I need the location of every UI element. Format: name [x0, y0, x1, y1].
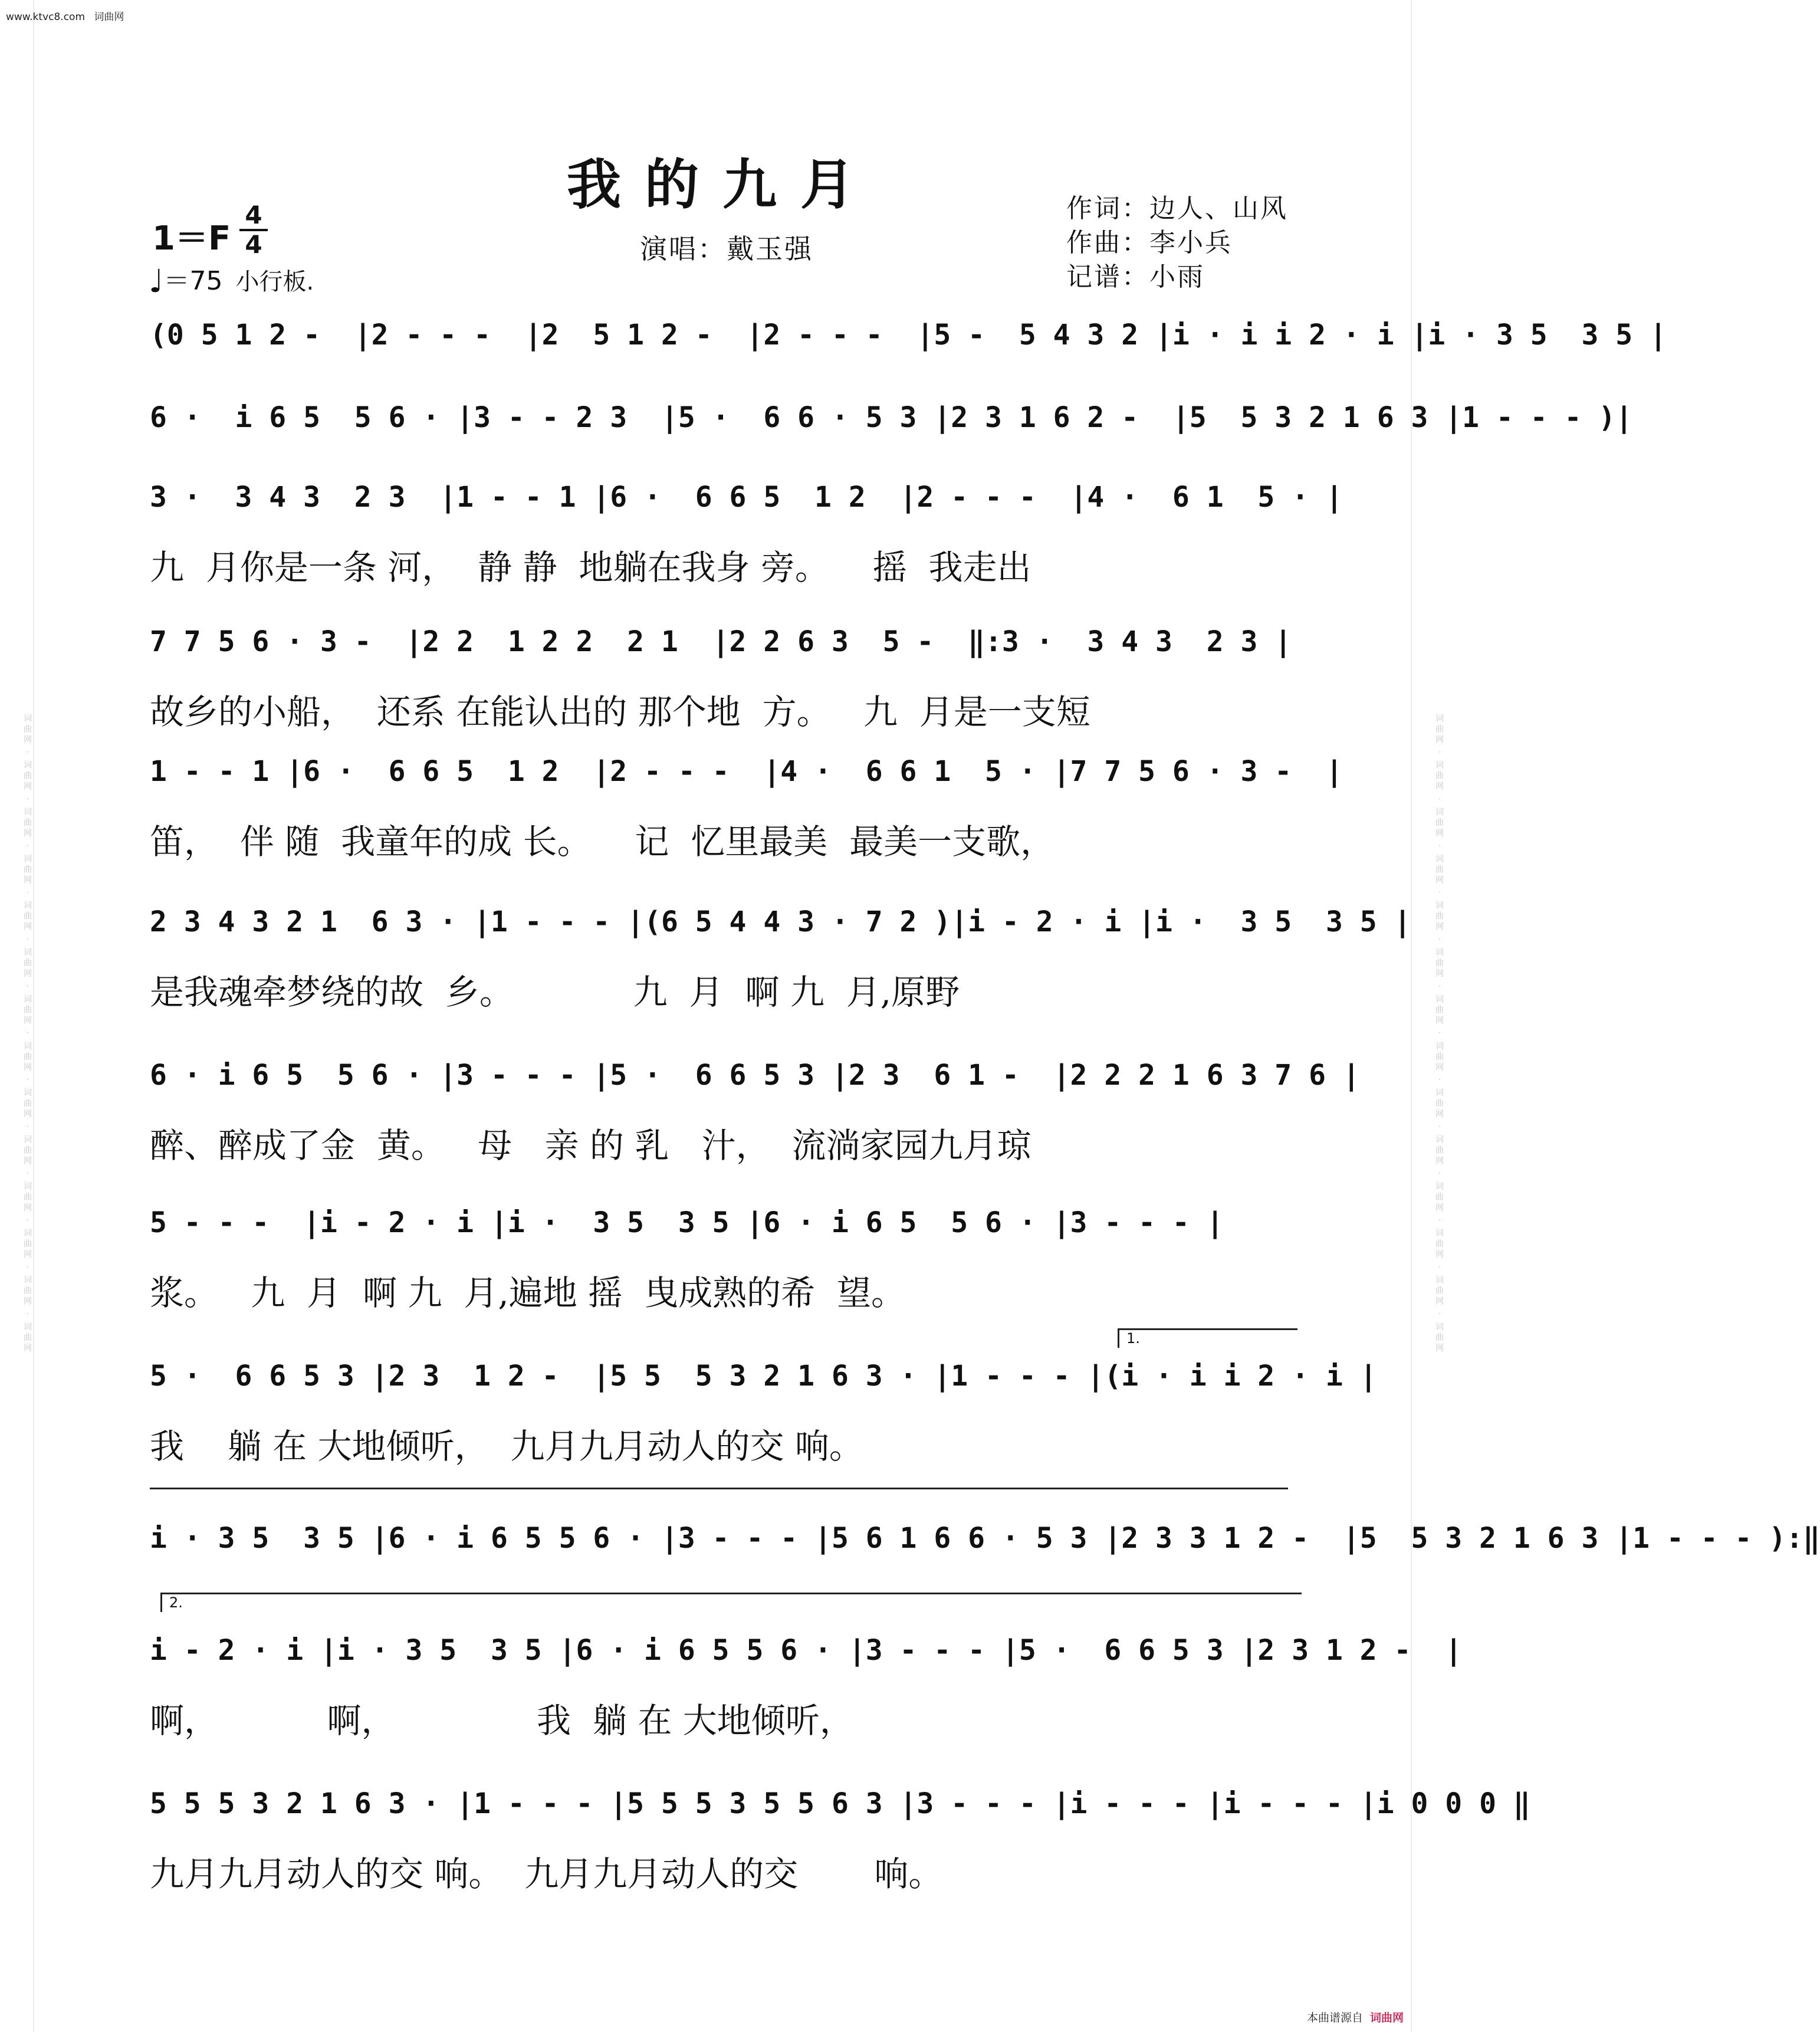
tempo-bpm: ＝75 — [163, 266, 223, 296]
score-line — [150, 755, 1343, 864]
song-title: 我的九月 — [566, 153, 878, 216]
composer: 作曲：李小兵 — [1066, 228, 1233, 258]
footer — [1307, 2009, 1404, 2025]
key-signature: 1＝F — [152, 219, 231, 258]
score-line — [150, 1360, 1377, 1468]
transcriber: 记谱：小雨 — [1066, 262, 1205, 292]
volta-first-ending: 1. — [1118, 1328, 1297, 1348]
score-line — [150, 1206, 1297, 1315]
volta-second-ending: 2. — [160, 1593, 1302, 1612]
lyric-line: 浆。 九 月 啊 九 月,遍地 摇 曳成熟的希 望。 — [150, 1273, 905, 1313]
tempo-term: 小行板. — [235, 268, 314, 296]
right-margin-strip: 词曲网 · 词曲网 · 词曲网 · 词曲网 · 词曲网 · 词曲网 · 词曲网 · 词曲网 · 词曲网 · 词曲网 · 词曲网 · 词曲网 · 词曲网 · 词曲网 — [1411, 0, 1445, 2032]
notation: 2 3 4 3 2 1 6 3 · |1 - - - |(6 5 4 4 3 · 7 2 )|i - 2 · i |i · 3 5 3 5 | — [150, 905, 1411, 938]
footer-source-text: 本曲谱源自 — [1306, 2011, 1363, 2024]
lyric-line: 九月九月动人的交 响。 九月九月动人的交 响。 — [150, 1854, 943, 1894]
notation: 6 · i 6 5 5 6 · |3 - - 2 3 |5 · 6 6 · 5 3 |2 3 1 6 2 - |5 5 3 2 1 6 3 |1 - - - )| — [150, 401, 1633, 434]
score-line — [150, 1787, 1530, 1896]
lyric-line: 醉、醉成了金 黄。 母 亲 的 乳 汁， 流淌家园九月琼 — [150, 1125, 1031, 1166]
notation: 1 - - 1 |6 · 6 6 5 1 2 |2 - - - |4 · 6 6 1 5 · |7 7 5 6 · 3 - | — [150, 755, 1343, 788]
lyric-line: 啊， 啊， 我 躺 在 大地倾听， — [150, 1701, 854, 1741]
lyric-line: 是我魂牵梦绕的故 乡。 九 月 啊 九 月,原野 — [150, 972, 960, 1012]
time-signature-top: 4 — [245, 201, 262, 229]
lyric-line: 故乡的小船， 还系 在能认出的 那个地 方。 九 月是一支短 — [150, 692, 1090, 732]
credits — [1066, 192, 1288, 294]
site-url[interactable]: www.ktvc8.com — [6, 11, 85, 23]
notation: 6 · i 6 5 5 6 · |3 - - - |5 · 6 6 5 3 |2 3 6 1 - |2 2 2 1 6 3 7 6 | — [150, 1059, 1360, 1092]
time-signature-bottom: 4 — [245, 230, 262, 259]
score-line — [150, 481, 1343, 589]
left-margin-strip: 词曲网 · 词曲网 · 词曲网 · 词曲网 · 词曲网 · 词曲网 · 词曲网 · 词曲网 · 词曲网 · 词曲网 · 词曲网 · 词曲网 · 词曲网 · 词曲网 — [0, 0, 34, 2032]
lyric-line: 九 月你是一条 河， 静 静 地躺在我身 旁。 摇 我走出 — [150, 547, 1031, 587]
score-line — [150, 1522, 1820, 1555]
tempo-marking — [149, 260, 314, 300]
notation: i - 2 · i |i · 3 5 3 5 |6 · i 6 5 5 6 · |3 - - - |5 · 6 6 5 3 |2 3 1 2 - | — [150, 1634, 1463, 1667]
score-line — [150, 1634, 1463, 1742]
lyricist: 作词：边人、山风 — [1066, 193, 1288, 224]
score-line — [150, 625, 1297, 734]
notation: 5 5 5 3 2 1 6 3 · |1 - - - |5 5 5 3 5 5 6 3 |3 - - - |i - - - |i - - - |i 0 0 0 ‖ — [150, 1787, 1530, 1820]
singer: 演唱：戴玉强 — [640, 233, 813, 265]
score-line — [150, 319, 1667, 352]
footer-brand-link[interactable]: 词曲网 — [1369, 2011, 1404, 2024]
score-line — [150, 1059, 1360, 1167]
site-name: 词曲网 — [94, 11, 124, 23]
score-line — [150, 905, 1411, 1014]
notation: 3 · 3 4 3 2 3 |1 - - 1 |6 · 6 6 5 1 2 |2 - - - |4 · 6 1 5 · | — [150, 481, 1343, 514]
notation: 5 - - - |i - 2 · i |i · 3 5 3 5 |6 · i 6 5 5 6 · |3 - - - | — [150, 1206, 1224, 1239]
notation: i · 3 5 3 5 |6 · i 6 5 5 6 · |3 - - - |5 6 1 6 6 · 5 3 |2 3 3 1 2 - |5 5 3 2 1 6 3 |1 - - - ):‖ — [150, 1522, 1820, 1555]
notation: 5 · 6 6 5 3 |2 3 1 2 - |5 5 5 3 2 1 6 3 · |1 - - - |(i · i i 2 · i | — [150, 1360, 1377, 1393]
site-header — [6, 8, 130, 23]
score-line — [150, 401, 1633, 434]
first-ending-bracket — [150, 1488, 1288, 1489]
time-signature — [237, 203, 270, 257]
lyric-line: 笛， 伴 随 我童年的成 长。 记 忆里最美 最美一支歌， — [150, 822, 1055, 862]
quarter-note-icon: ♩ — [149, 262, 164, 300]
notation: (0 5 1 2 - |2 - - - |2 5 1 2 - |2 - - - |5 - 5 4 3 2 |i · i i 2 · i |i · 3 5 3 5 | — [150, 319, 1667, 352]
notation: 7 7 5 6 · 3 - |2 2 1 2 2 2 1 |2 2 6 3 5 - ‖:3 · 3 4 3 2 3 | — [150, 625, 1292, 658]
lyric-line: 我 躺 在 大地倾听， 九月九月动人的交 响。 — [150, 1426, 863, 1466]
